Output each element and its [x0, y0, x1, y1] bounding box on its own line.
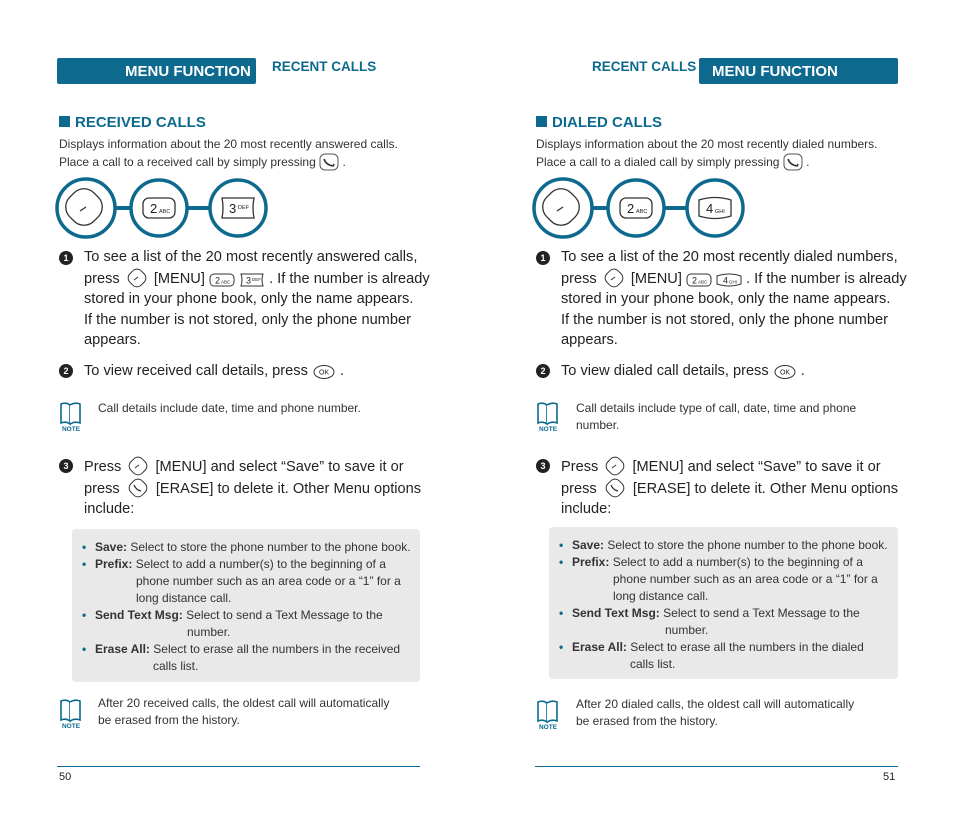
step-3-line-3: include:	[561, 501, 612, 517]
step-1-line-4: If the number is not stored, only the phone number	[84, 311, 411, 328]
option-erase-all-line-2: calls list.	[630, 657, 676, 671]
svg-text:2: 2	[214, 275, 220, 285]
key-2-icon	[620, 198, 652, 218]
send-key-icon	[783, 153, 803, 171]
send-key-icon	[319, 153, 339, 171]
note-icon	[535, 698, 561, 730]
step-1-number: 1	[536, 251, 550, 265]
menu-key-icon	[124, 268, 150, 288]
page-number: 51	[883, 771, 896, 783]
note-2-line-1: After 20 dialed calls, the oldest call will automatically	[576, 697, 855, 711]
step-1-rest: . If the number is already	[269, 270, 430, 287]
key-sequence	[55, 176, 271, 240]
step-3-erase-text: [ERASE] to delete it. Other Menu options	[632, 480, 899, 497]
step-3-line-1	[84, 456, 421, 478]
intro-line-2	[59, 153, 346, 171]
option-send-text-msg-line-2: number.	[665, 623, 709, 637]
step-1-line-3: stored in your phone book, only the name appears.	[84, 291, 414, 307]
step-2-text: To view dialed call details, press	[561, 363, 769, 379]
end-key-icon	[124, 478, 152, 498]
step-3-line-3: include:	[84, 501, 135, 517]
bullet-icon: •	[82, 540, 87, 554]
footer-rule	[57, 766, 420, 767]
option-save: • Save: Select to store the phone number to the phone book.	[82, 540, 411, 554]
step-3-number: 3	[536, 459, 550, 473]
svg-text:2: 2	[691, 275, 697, 285]
step-1-number: 1	[59, 251, 73, 265]
step-1-line-5: appears.	[84, 332, 141, 348]
step-3	[561, 456, 898, 520]
option-prefix-line-3: long distance call.	[613, 589, 709, 603]
step-2	[561, 361, 805, 382]
footer-rule	[535, 766, 898, 767]
key-2-icon	[143, 198, 175, 218]
step-1-menu: [MENU]	[630, 270, 682, 287]
option-prefix-line-2: phone number such as an area code or a “1” for a	[136, 574, 401, 588]
key-4-icon	[699, 198, 731, 219]
key-2-icon	[209, 272, 235, 288]
note-2	[98, 695, 389, 728]
svg-text:NOTE: NOTE	[61, 426, 81, 432]
step-1	[84, 247, 430, 351]
step-3-line-1	[561, 456, 898, 478]
note-1-line-1: Call details include date, time and phone number.	[98, 401, 361, 415]
step-1-press: press	[561, 270, 597, 287]
section-title	[536, 114, 662, 131]
intro-end: .	[342, 155, 346, 169]
svg-text:DEF: DEF	[252, 276, 262, 282]
menu-options-box	[72, 529, 420, 682]
option-erase-all: • Erase All: Select to erase all the numbers in the received	[82, 642, 401, 656]
step-1-line-5: appears.	[561, 332, 618, 348]
step-1-line-4: If the number is not stored, only the phone number	[561, 311, 888, 328]
bullet-icon: •	[559, 606, 564, 620]
key-3-letters: DEF	[238, 205, 249, 211]
option-send-text-msg: • Send Text Msg: Select to send a Text Message to the	[82, 608, 383, 622]
bullet-icon: •	[559, 538, 564, 552]
note-1-line-1: Call details include type of call, date, time and phone	[576, 401, 857, 415]
section-title	[59, 114, 206, 131]
key-2-digit: 2	[150, 201, 158, 216]
option-send-text-msg-line-2: number.	[187, 625, 231, 639]
bullet-icon: •	[82, 557, 87, 571]
note-1	[576, 400, 856, 433]
bullet-icon: •	[82, 608, 87, 622]
step-3-number: 3	[59, 459, 73, 473]
step-3-erase-text: [ERASE] to delete it. Other Menu options	[155, 480, 422, 497]
note-icon	[535, 400, 561, 432]
key-4-icon	[716, 272, 742, 288]
header-recent-calls: RECENT CALLS	[272, 59, 377, 74]
step-3-press: Press	[561, 459, 599, 475]
intro-end: .	[806, 155, 810, 169]
section-title-text: RECEIVED CALLS	[75, 114, 206, 131]
note-1	[98, 400, 361, 417]
end-key-icon	[601, 478, 629, 498]
step-1-line-1: To see a list of the 20 most recently dialed numbers,	[561, 249, 898, 265]
svg-text:NOTE: NOTE	[538, 426, 558, 432]
page-number: 50	[59, 771, 72, 783]
section-title-text: DIALED CALLS	[552, 114, 662, 131]
step-1-press: press	[84, 270, 120, 287]
menu-key-icon	[602, 456, 628, 476]
step-2-end: .	[340, 363, 345, 379]
step-3-line-2	[84, 478, 421, 500]
option-erase-all: • Erase All: Select to erase all the numbers in the dialed	[559, 640, 864, 654]
ok-key-icon	[312, 364, 336, 380]
key-3-icon	[239, 272, 265, 288]
step-3-menu-text: [MENU] and select “Save” to save it or	[632, 459, 881, 475]
step-2-number: 2	[536, 364, 550, 378]
header-menu-function: MENU FUNCTION	[699, 58, 898, 84]
intro-line-2-text: Place a call to a dialed call by simply pressing	[536, 155, 780, 169]
key-sequence	[532, 176, 748, 240]
svg-text:OK: OK	[779, 369, 790, 377]
header-menu-function: MENU FUNCTION	[57, 58, 256, 84]
step-1-line-3: stored in your phone book, only the name appears.	[561, 291, 891, 307]
square-bullet-icon	[59, 116, 70, 127]
header-recent-calls: RECENT CALLS	[592, 59, 697, 74]
intro-line-1: Displays information about the 20 most recently dialed numbers.	[536, 137, 878, 151]
option-prefix: • Prefix: Select to add a number(s) to the beginning of a	[82, 557, 386, 571]
bullet-icon: •	[559, 555, 564, 569]
key-4-digit: 4	[706, 201, 714, 216]
note-2-line-1: After 20 received calls, the oldest call will automatically	[98, 696, 390, 710]
note-2	[576, 696, 854, 729]
intro-line-2	[536, 153, 809, 171]
svg-text:GHI: GHI	[729, 279, 738, 284]
note-2-line-2: be erased from the history.	[576, 713, 718, 728]
menu-key-icon	[601, 268, 627, 288]
step-3-press-2: press	[561, 480, 597, 497]
square-bullet-icon	[536, 116, 547, 127]
step-3-line-2	[561, 478, 898, 500]
svg-text:ABC: ABC	[220, 279, 231, 284]
bullet-icon: •	[82, 642, 87, 656]
key-2-icon	[686, 272, 712, 288]
step-1-line-2	[84, 268, 430, 290]
key-2-letters: ABC	[636, 209, 648, 215]
step-1-rest: . If the number is already	[746, 270, 907, 287]
note-1-line-2: number.	[576, 417, 620, 432]
bullet-icon: •	[559, 640, 564, 654]
key-4-letters: GHI	[715, 209, 725, 215]
step-1-line-2	[561, 268, 907, 290]
svg-text:NOTE: NOTE	[61, 723, 81, 729]
step-1	[561, 247, 907, 351]
step-3-menu-text: [MENU] and select “Save” to save it or	[155, 459, 404, 475]
menu-key-icon	[125, 456, 151, 476]
option-prefix-line-2: phone number such as an area code or a “1” for a	[613, 572, 878, 586]
step-3-press-2: press	[84, 480, 120, 497]
step-2-number: 2	[59, 364, 73, 378]
option-save: • Save: Select to store the phone number to the phone book.	[559, 538, 888, 552]
intro-line-2-text: Place a call to a received call by simply pressing	[59, 155, 316, 169]
svg-text:OK: OK	[318, 369, 329, 377]
option-prefix: • Prefix: Select to add a number(s) to the beginning of a	[559, 555, 863, 569]
key-3-digit: 3	[229, 201, 237, 216]
menu-options-box	[549, 527, 898, 679]
key-2-digit: 2	[627, 201, 635, 216]
ok-key-icon	[773, 364, 797, 380]
note-icon	[58, 400, 84, 432]
svg-text:4: 4	[723, 275, 729, 285]
step-2	[84, 361, 344, 382]
note-2-line-2: be erased from the history.	[98, 712, 240, 727]
key-2-letters: ABC	[159, 209, 171, 215]
step-3	[84, 456, 421, 520]
option-prefix-line-3: long distance call.	[136, 591, 232, 605]
svg-text:ABC: ABC	[697, 279, 708, 284]
option-erase-all-line-2: calls list.	[153, 659, 199, 673]
step-2-end: .	[800, 363, 805, 379]
step-2-text: To view received call details, press	[84, 363, 308, 379]
intro-line-1: Displays information about the 20 most recently answered calls.	[59, 137, 398, 151]
step-1-menu: [MENU]	[153, 270, 205, 287]
note-icon	[58, 697, 84, 729]
option-send-text-msg: • Send Text Msg: Select to send a Text Message to the	[559, 606, 860, 620]
step-3-press: Press	[84, 459, 122, 475]
svg-text:NOTE: NOTE	[538, 724, 558, 730]
svg-text:3: 3	[246, 275, 252, 285]
step-1-line-1: To see a list of the 20 most recently answered calls,	[84, 249, 418, 265]
